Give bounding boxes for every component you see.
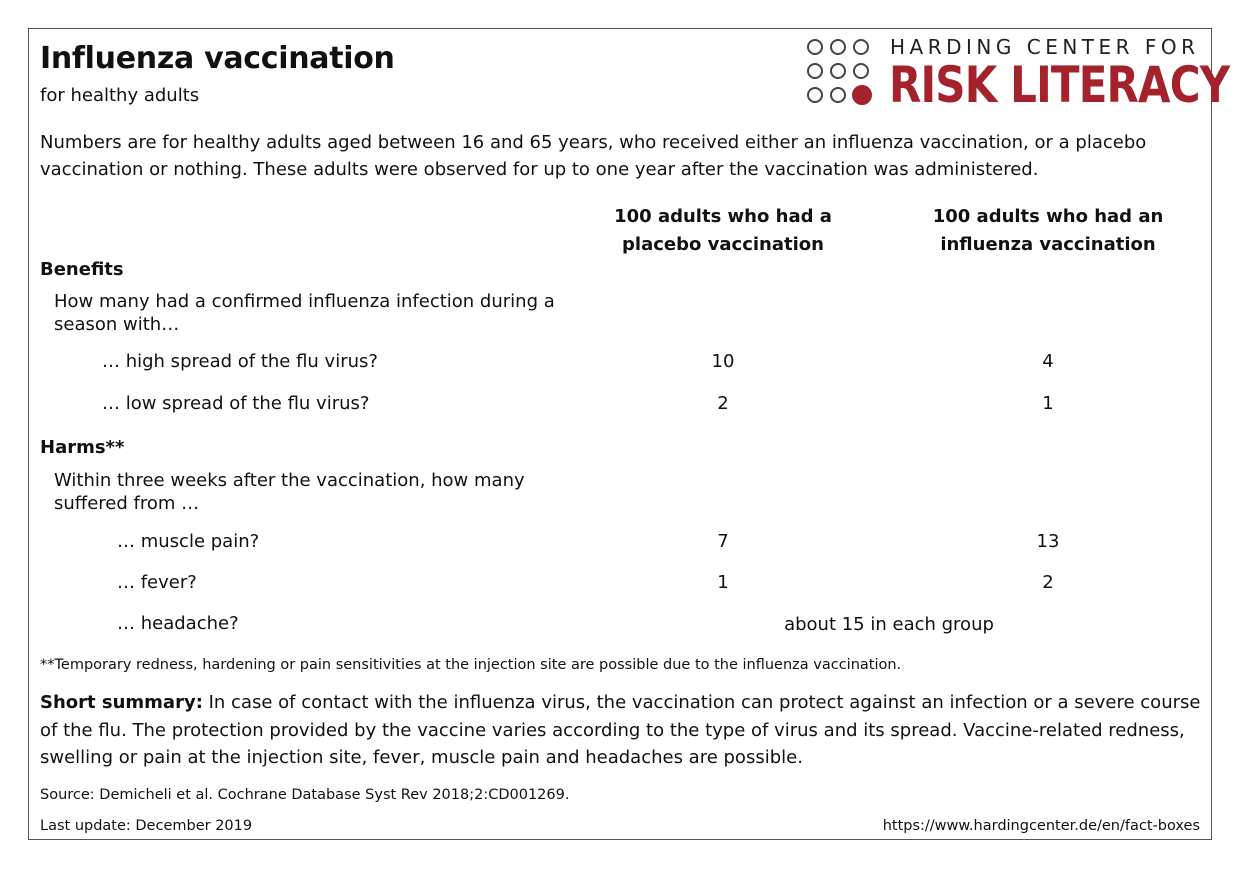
placebo-value: 1 [717, 572, 729, 593]
fact-box [28, 28, 1230, 840]
placebo-value: 10 [711, 351, 735, 372]
benefits-question: How many had a confirmed influenza infection during a season with… [54, 291, 555, 335]
placebo-value: 2 [717, 393, 729, 414]
column-header-placebo: 100 adults who had a placebo vaccination [614, 206, 832, 255]
logo-line-2: RISK LITERACY [889, 56, 1230, 114]
source-citation: Source: Demicheli et al. Cochrane Database Syst Rev 2018;2:CD001269. [40, 787, 570, 803]
intro-text: Numbers are for healthy adults aged between 16 and 65 years, who received either an influenza vaccination, or a placebo vaccination or nothing. These adults were observed for up to one year after the vaccination was administered. [40, 132, 1147, 180]
row-label: … headache? [117, 613, 239, 634]
page-subtitle: for healthy adults [40, 85, 200, 106]
harms-question: Within three weeks after the vaccination, how many suffered from … [54, 470, 525, 514]
benefits-heading: Benefits [40, 259, 124, 280]
short-summary [40, 689, 1205, 772]
source-url[interactable]: https://www.hardingcenter.de/en/fact-boxes [882, 818, 1200, 834]
dots-logo-icon [807, 39, 883, 107]
row-label: … muscle pain? [117, 531, 260, 552]
placebo-value: 7 [717, 531, 729, 552]
harms-heading: Harms** [40, 437, 125, 458]
vaccine-value: 13 [1036, 531, 1060, 552]
headache-value: about 15 in each group [784, 614, 994, 635]
harding-center-logo [807, 35, 1230, 114]
row-label: … high spread of the flu virus? [102, 351, 378, 372]
vaccine-value: 4 [1042, 351, 1054, 372]
footnote: **Temporary redness, hardening or pain sensitivities at the injection site are possible due to the influenza vaccination. [40, 657, 902, 673]
logo-line-1: HARDING CENTER FOR [890, 35, 1200, 59]
summary-text: In case of contact with the influenza virus, the vaccination can protect against an infection or a severe course of the flu. The protection provided by the vaccine varies according to the type of virus and its spread. Vaccine-related redness, swelling or pain at the injection site, fever, muscle pain and headaches are possible. [40, 692, 1201, 768]
summary-label: Short summary: [40, 692, 203, 713]
last-update: Last update: December 2019 [40, 818, 253, 834]
row-label: … low spread of the flu virus? [102, 393, 370, 414]
page-title: Influenza vaccination [40, 41, 395, 76]
vaccine-value: 2 [1042, 572, 1054, 593]
column-header-vaccine: 100 adults who had an influenza vaccination [932, 206, 1164, 255]
vaccine-value: 1 [1042, 393, 1054, 414]
row-label: … fever? [117, 572, 197, 593]
